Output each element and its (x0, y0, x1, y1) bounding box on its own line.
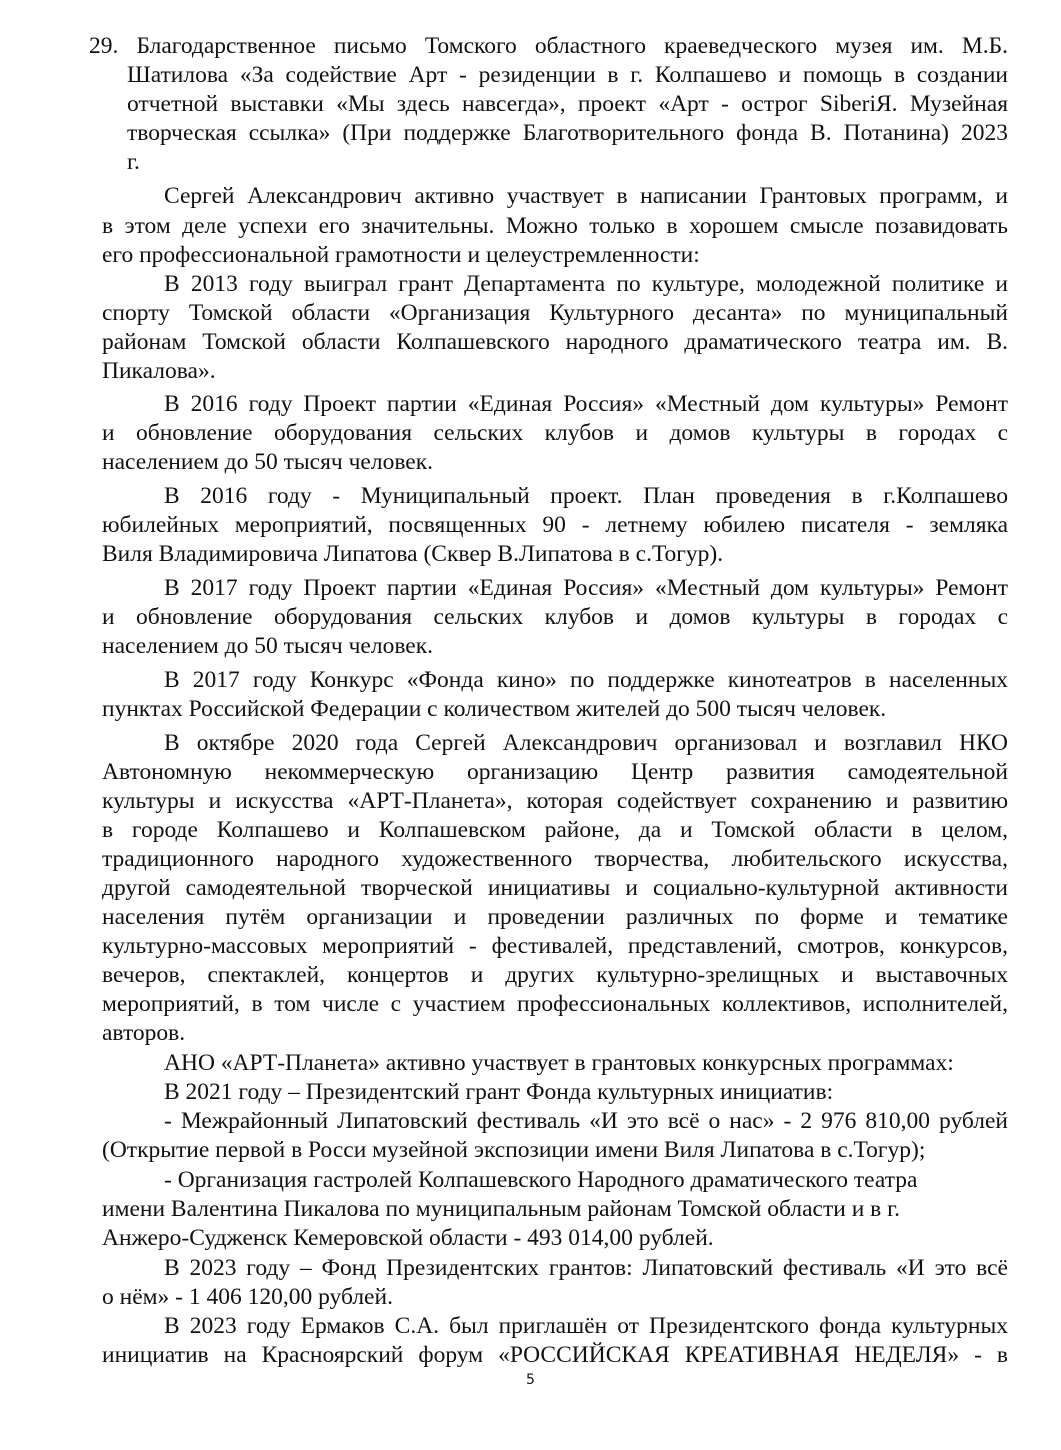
text-line: его профессиональной грамотности и целеустремленности: (102, 242, 700, 268)
text-line: имени Валентина Пикалова по муниципальным районам Томской области и в г. (102, 1196, 900, 1222)
text-line: - Межрайонный Липатовский фестиваль «И это всё о нас» - 2 976 810,00 рублей (164, 1108, 1008, 1134)
text-line: юбилейных мероприятий, посвященных 90 - летнему юбилею писателя - земляка (102, 512, 1008, 538)
text-line: и обновление оборудования сельских клубов и домов культуры в городах с (102, 604, 1008, 630)
text-line: вечеров, спектаклей, концертов и других культурно-зрелищных и выставочных (102, 962, 1008, 988)
text-line: творческая ссылка» (При поддержке Благотворительного фонда В. Потанина) 2023 (127, 120, 1008, 146)
text-line: В 2013 году выиграл грант Департамента по культуре, молодежной политике и (164, 271, 1008, 297)
text-line: Анжеро-Судженск Кемеровской области - 493 014,00 рублей. (102, 1225, 714, 1251)
text-line: о нём» - 1 406 120,00 рублей. (102, 1284, 393, 1310)
text-line: В 2017 году Конкурс «Фонда кино» по поддержке кинотеатров в населенных (164, 667, 1008, 693)
text-line: Сергей Александрович активно участвует в написании Грантовых программ, и (164, 183, 1008, 209)
text-line: 29. Благодарственное письмо Томского областного краеведческого музея им. М.Б. (89, 33, 1008, 59)
text-line: Пикалова». (102, 358, 216, 384)
text-line: культурно-массовых мероприятий - фестивалей, представлений, смотров, конкурсов, (102, 933, 1008, 959)
text-line: г. (127, 149, 140, 175)
text-line: В 2016 году - Муниципальный проект. План проведения в г.Колпашево (164, 483, 1008, 509)
text-line: традиционного народного художественного творчества, любительского искусства, (102, 846, 1008, 872)
text-line: В октябре 2020 года Сергей Александрович организовал и возглавил НКО (164, 730, 1008, 756)
text-line: В 2021 году – Президентский грант Фонда культурных инициатив: (164, 1079, 834, 1105)
text-line: (Открытие первой в Росси музейной экспозиции имени Виля Липатова в с.Тогур); (102, 1137, 926, 1163)
text-line: в этом деле успехи его значительны. Можно только в хорошем смысле позавидовать (102, 213, 1008, 239)
text-line: В 2023 году Ермаков С.А. был приглашён от Президентского фонда культурных (164, 1313, 1008, 1339)
text-line: и обновление оборудования сельских клубов и домов культуры в городах с (102, 420, 1008, 446)
text-line: инициатив на Красноярский форум «РОССИЙСКАЯ КРЕАТИВНАЯ НЕДЕЛЯ» - в (102, 1342, 1008, 1368)
text-line: Шатилова «За содействие Арт - резиденции в г. Колпашево и помощь в создании (127, 62, 1008, 88)
text-line: авторов. (102, 1020, 186, 1046)
text-line: Виля Владимировича Липатова (Сквер В.Липатова в с.Тогур). (102, 541, 724, 567)
text-line: В 2017 году Проект партии «Единая Россия» «Местный дом культуры» Ремонт (164, 575, 1008, 601)
text-line: населением до 50 тысяч человек. (102, 449, 433, 475)
text-line: населения путём организации и проведении различных по форме и тематике (102, 904, 1008, 930)
text-line: в городе Колпашево и Колпашевском районе, да и Томской области в целом, (102, 817, 1008, 843)
text-line: Автономную некоммерческую организацию Центр развития самодеятельной (102, 759, 1008, 785)
text-line: В 2023 году – Фонд Президентских грантов: Липатовский фестиваль «И это всё (164, 1255, 1008, 1281)
page-number: 5 (526, 1372, 535, 1388)
text-line: другой самодеятельной творческой инициативы и социально-культурной активности (102, 875, 1008, 901)
text-line: районам Томской области Колпашевского народного драматического театра им. В. (102, 329, 1008, 355)
text-line: отчетной выставки «Мы здесь навсегда», проект «Арт - острог SiberiЯ. Музейная (127, 91, 1008, 117)
text-line: культуры и искусства «АРТ-Планета», которая содействует сохранению и развитию (102, 788, 1008, 814)
text-line: АНО «АРТ-Планета» активно участвует в грантовых конкурсных программах: (164, 1050, 954, 1076)
text-line: мероприятий, в том числе с участием профессиональных коллективов, исполнителей, (102, 991, 1008, 1017)
text-line: пунктах Российской Федерации с количеством жителей до 500 тысяч человек. (102, 696, 887, 722)
text-line: - Организация гастролей Колпашевского Народного драматического театра (164, 1167, 918, 1193)
text-line: населением до 50 тысяч человек. (102, 633, 433, 659)
text-line: В 2016 году Проект партии «Единая Россия» «Местный дом культуры» Ремонт (164, 391, 1008, 417)
text-line: спорту Томской области «Организация Культурного десанта» по муниципальный (102, 300, 1008, 326)
